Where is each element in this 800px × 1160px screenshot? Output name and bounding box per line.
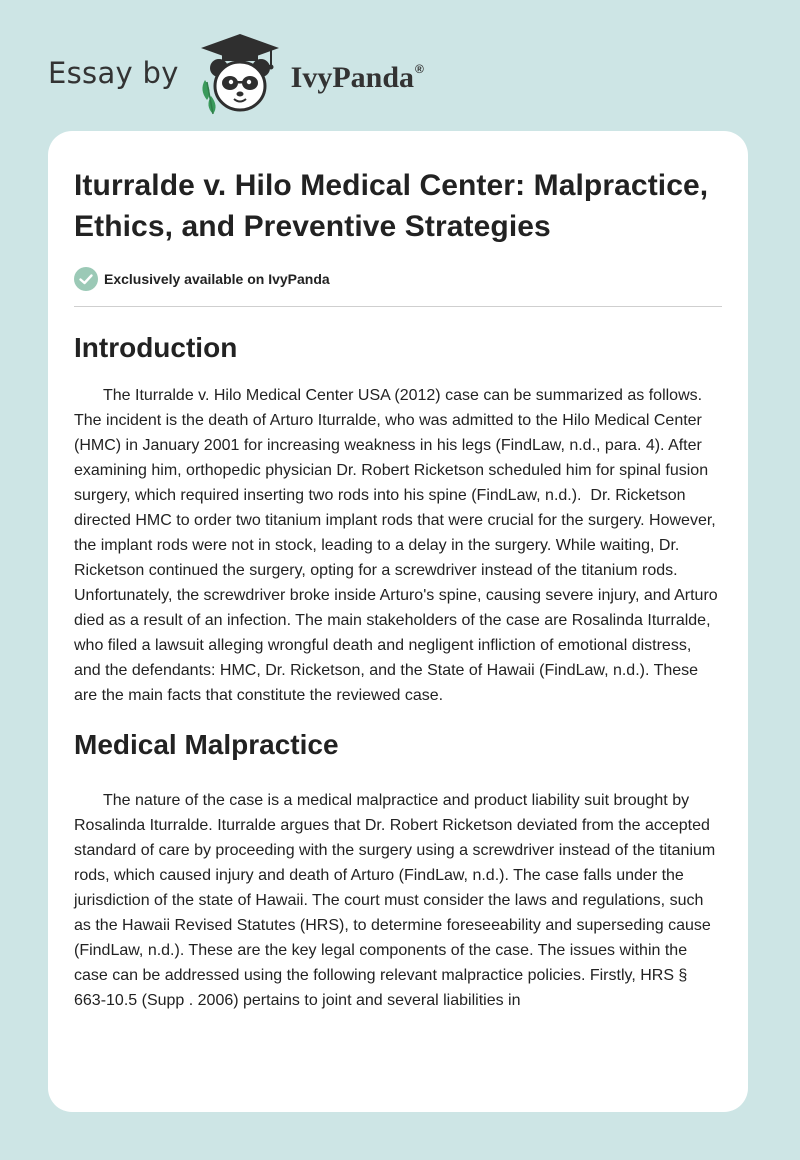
exclusive-badge (74, 267, 722, 291)
section-paragraph-introduction: The Iturralde v. Hilo Medical Center USA (2012) case can be summarized as follows. The incident is the death of Arturo Iturralde, who was admitted to the Hilo Medical Center (HMC) in January 2001 for increasing weakness in his legs (FindLaw, n.d., para. 4). After examining him, orthopedic physician Dr. Robert Ricketson scheduled him for spinal fusion surgery, which required inserting two rods into his spine (FindLaw, n.d.). Dr. Ricketson directed HMC to order two titanium implant rods that were crucial for the surgery. However, the implant rods were not in stock, leading to a delay in the surgery. While waiting, Dr. Ricketson continued the surgery, opting for a screwdriver instead of the titanium rods. Unfortunately, the screwdriver broke inside Arturo's spine, causing severe injury, and Arturo died as a result of an infection. The main stakeholders of the case are Rosalinda Iturralde, who filed a lawsuit alleging wrongful death and negligent infliction of emotional distress, and the defendants: HMC, Dr. Ricketson, and the State of Hawaii (FindLaw, n.d.). These are the main facts that constitute the reviewed case. (74, 387, 723, 704)
section-paragraph-medical-malpractice: The nature of the case is a medical malpractice and product liability suit brought by Rosalinda Iturralde. Iturralde argues that Dr. Robert Ricketson deviated from the accepted standard of care by proceeding with the surgery using a screwdriver instead of the titanium rods, which caused injury and death of Arturo (FindLaw, n.d.). The case falls under the jurisdiction of the state of Hawaii. The court must consider the laws and regulations, such as the Hawaii Revised Statutes (HRS), to determine foreseeability and superseding cause (FindLaw, n.d.). These are the key legal components of the case. The issues within the case can be addressed using the following relevant malpractice policies. Firstly, HRS § 663-10.5 (Supp . 2006) pertains to joint and several liabilities in (74, 792, 720, 1009)
essay-content (48, 165, 748, 1013)
section-heading-medical-malpractice: Medical Malpractice (74, 729, 339, 760)
exclusive-label: Exclusively available on IvyPanda (104, 271, 330, 287)
title-divider (74, 306, 722, 307)
trademark-symbol: ® (415, 62, 424, 76)
essay-title: Iturralde v. Hilo Medical Center: Malpractice, Ethics, and Preventive Strategies (74, 169, 709, 243)
brand-header[interactable] (48, 30, 424, 120)
check-circle-icon (74, 267, 98, 291)
essay-card (48, 131, 748, 1112)
essay-by-label: Essay by (48, 56, 179, 90)
brand-name: IvyPanda® (290, 61, 424, 94)
section-heading-introduction: Introduction (74, 332, 238, 363)
panda-graduate-icon (195, 30, 285, 120)
